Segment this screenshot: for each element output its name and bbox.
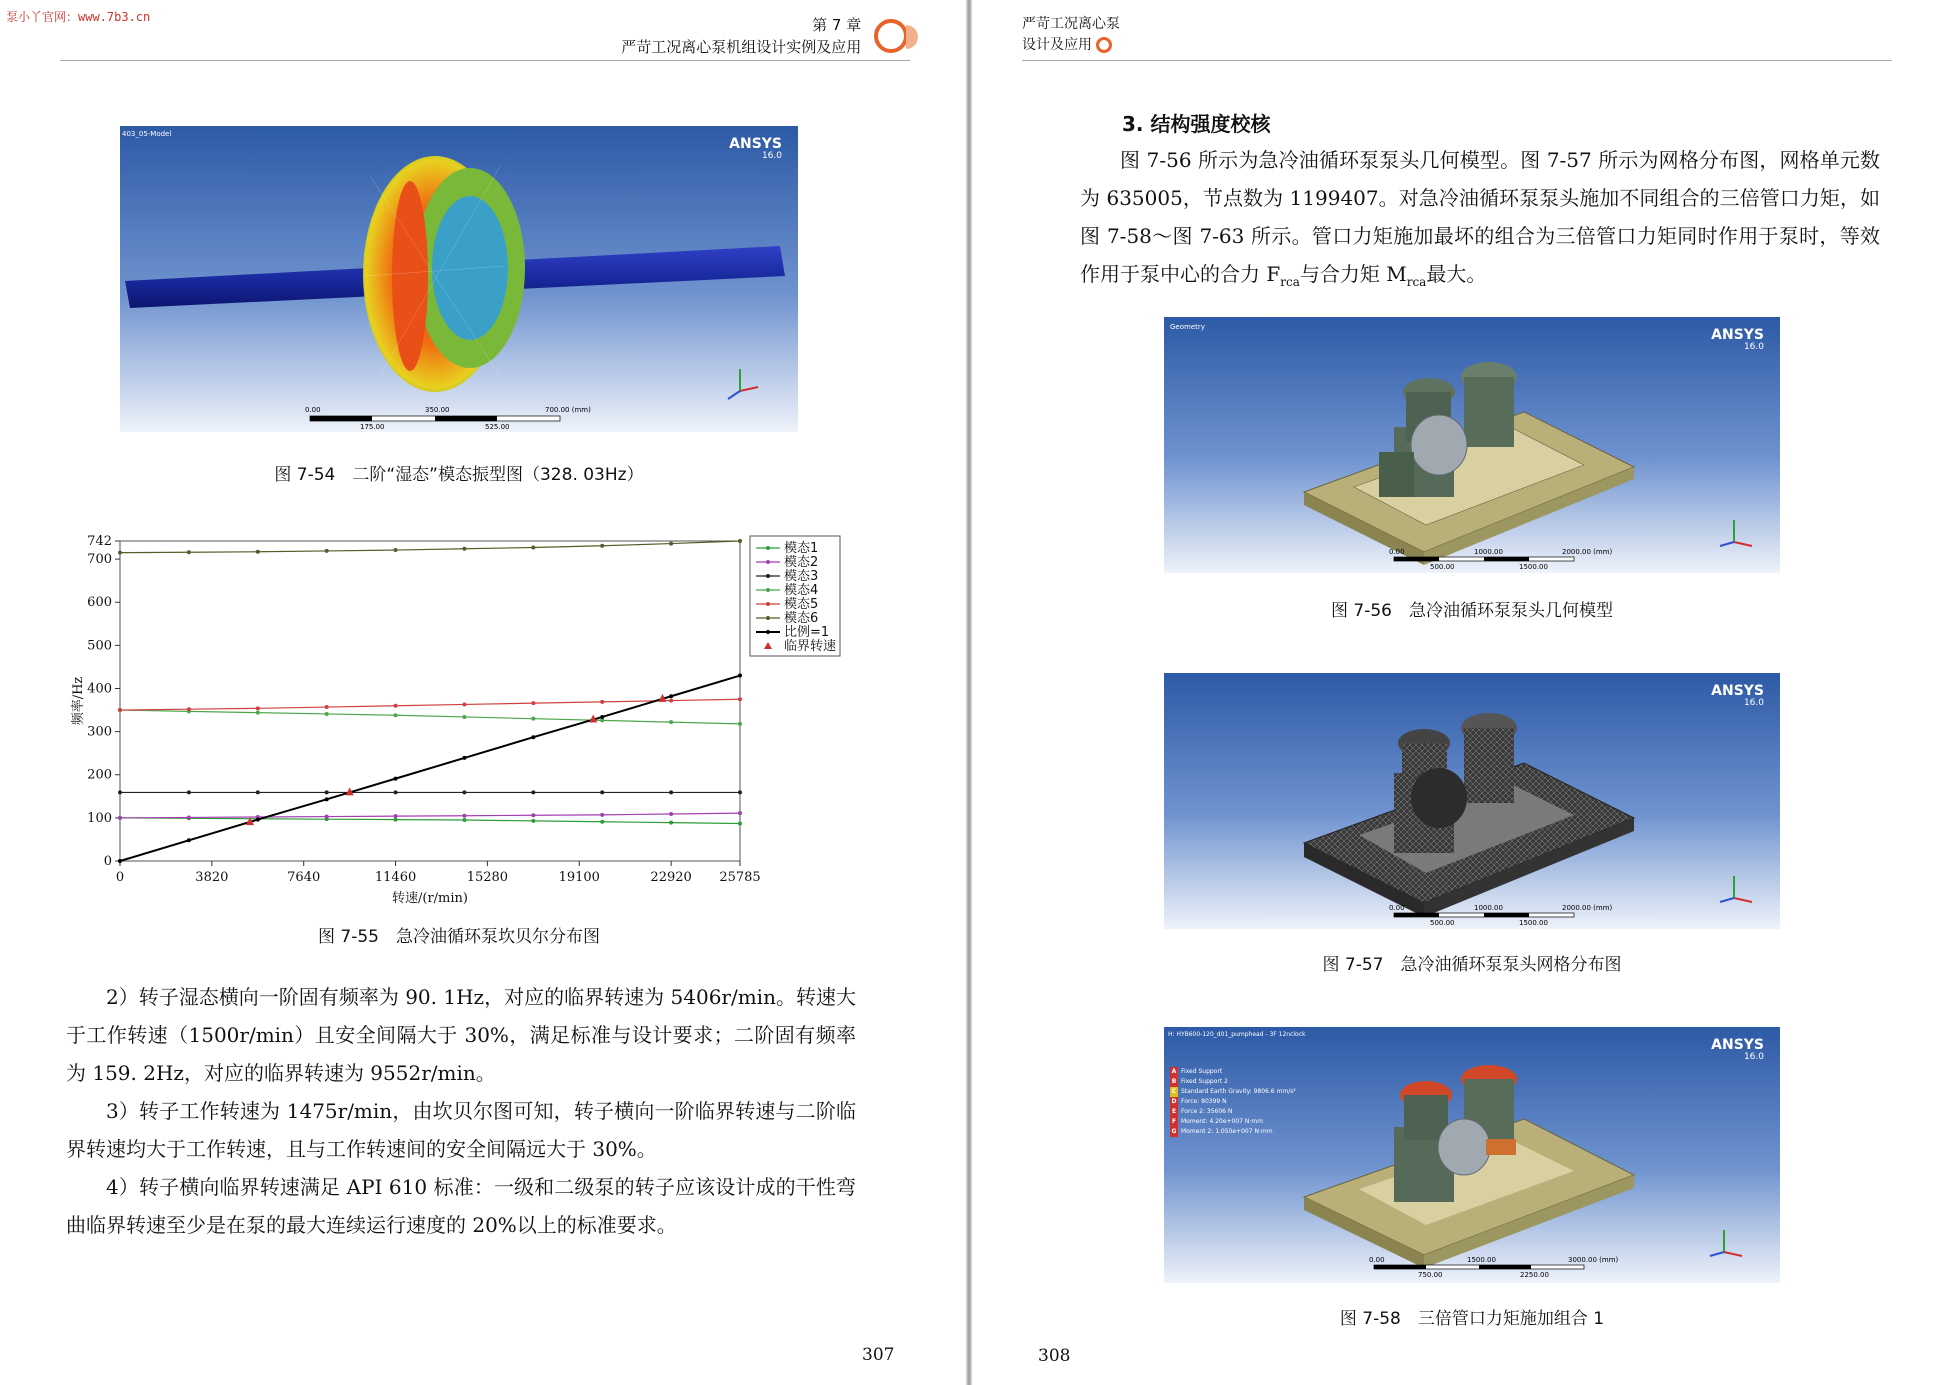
legend-marker xyxy=(766,602,770,606)
series-point xyxy=(462,715,466,719)
x-tick-label: 15280 xyxy=(466,870,509,885)
series-point xyxy=(325,797,329,801)
figure-7-57-caption: 图 7-57 急冷油循环泵泵头网格分布图 xyxy=(1322,955,1622,975)
series-point xyxy=(738,722,742,726)
series-point xyxy=(187,838,191,842)
header-rule xyxy=(1022,60,1892,61)
chapter-label: 第 7 章 xyxy=(812,16,862,34)
scale-label-0: 0.00 xyxy=(305,406,321,414)
left-page xyxy=(0,0,968,1385)
x-tick-label: 11460 xyxy=(374,870,417,885)
scale-bar-icon xyxy=(1374,1265,1584,1269)
axis-triad-icon xyxy=(1720,520,1752,546)
series-point xyxy=(738,697,742,701)
x-tick-label: 25785 xyxy=(719,870,761,885)
y-tick-label: 500 xyxy=(87,638,112,654)
x-axis-label: 转速/(r/min) xyxy=(392,891,468,906)
scale-label-4: 1500.00 xyxy=(1519,563,1548,571)
series-point xyxy=(531,717,535,721)
legend-marker xyxy=(766,574,770,578)
series-point xyxy=(325,815,329,819)
legend-label: 模态2 xyxy=(784,555,819,570)
scale-label-3: 500.00 xyxy=(1430,563,1455,571)
series-point xyxy=(118,859,122,863)
series-point xyxy=(531,701,535,705)
scale-label-0: 0.00 xyxy=(1389,548,1405,556)
series-point xyxy=(462,814,466,818)
ansys-logo: ANSYS 16.0 xyxy=(1711,683,1764,708)
left-running-header xyxy=(621,14,908,58)
legend-label: 比例=1 xyxy=(784,625,830,640)
scale-label-2: 2000.00 (mm) xyxy=(1562,904,1613,912)
series-point xyxy=(531,790,535,794)
page-number-right: 308 xyxy=(1038,1346,1071,1366)
legend-label: 模态1 xyxy=(784,541,819,556)
series-point xyxy=(531,735,535,739)
series-point xyxy=(531,545,535,549)
y-tick-label: 0 xyxy=(103,854,112,869)
series-point xyxy=(738,674,742,678)
y-tick-label: 200 xyxy=(87,767,112,783)
y-tick-label: 742 xyxy=(87,534,112,549)
series-point xyxy=(669,699,673,703)
series-point xyxy=(325,549,329,553)
x-tick-label: 3820 xyxy=(195,870,229,885)
series-point xyxy=(187,815,191,819)
pump-load-render xyxy=(1164,1027,1780,1283)
legend-marker xyxy=(766,616,770,620)
scale-bar-icon xyxy=(1394,557,1574,561)
legend-marker xyxy=(766,546,770,550)
scale-label-1: 1500.00 xyxy=(1467,1256,1496,1264)
series-point xyxy=(394,713,398,717)
series-point xyxy=(256,706,260,710)
load-letter-badge: G xyxy=(1171,1128,1177,1135)
load-letter-badge: A xyxy=(1171,1068,1177,1075)
legend-label: 模态5 xyxy=(784,597,819,612)
scale-label-2: 700.00 (mm) xyxy=(545,406,591,414)
series-point xyxy=(669,542,673,546)
book-title-line2: 设计及应用 xyxy=(1022,37,1092,53)
load-legend-label: Moment 2: 1.050e+007 N·mm xyxy=(1181,1128,1273,1135)
figure-corner-text: H: HYB600-120_d01_pumphead - 3F 12nclock xyxy=(1168,1031,1306,1038)
scale-label-3: 175.00 xyxy=(360,423,385,431)
pump-geometry-render xyxy=(1164,317,1780,573)
series-point xyxy=(531,819,535,823)
series-point xyxy=(600,544,604,548)
pump-mesh-render xyxy=(1164,673,1780,929)
scale-label-4: 1500.00 xyxy=(1519,919,1548,927)
series-point xyxy=(600,820,604,824)
axis-triad-icon xyxy=(1710,1230,1742,1256)
series-point xyxy=(669,790,673,794)
paragraph-2: 2）转子湿态横向一阶固有频率为 90. 1Hz，对应的临界转速为 5406r/min。转速大于工作转速（1500r/min）且安全间隔大于 30%，满足标准与设计要求；二阶固有频率为 159. 2Hz，对应的临界转速为 9552r/min。 xyxy=(66,985,856,1085)
ansys-logo: ANSYS 16.0 xyxy=(1711,1037,1764,1062)
series-point xyxy=(256,818,260,822)
series-point xyxy=(462,790,466,794)
figure-7-54-caption: 图 7-54 二阶“湿态”模态振型图（328. 03Hz） xyxy=(274,465,644,485)
series-point xyxy=(462,547,466,551)
x-tick-label: 19100 xyxy=(558,870,600,885)
book-title-line1: 严苛工况离心泵 xyxy=(1022,16,1120,32)
figure-corner-text: 403_05-Model xyxy=(122,130,172,138)
scale-label-2: 3000.00 (mm) xyxy=(1568,1256,1619,1264)
legend-marker xyxy=(766,630,770,634)
series-point xyxy=(462,756,466,760)
series-point xyxy=(118,790,122,794)
series-point xyxy=(531,813,535,817)
legend-marker xyxy=(766,588,770,592)
scale-label-4: 525.00 xyxy=(485,423,510,431)
figure-7-56-geometry-model xyxy=(1164,317,1780,573)
load-legend-label: Force: 80399 N xyxy=(1181,1098,1227,1105)
paragraph-3: 3）转子工作转速为 1475r/min，由坎贝尔图可知，转子横向一阶临界转速与二阶临界转速均大于工作转速，且与工作转速间的安全间隔远大于 30%。 xyxy=(66,1099,856,1161)
watermark: 泵小丫官网：www.7b3.cn xyxy=(6,10,151,24)
series-point xyxy=(669,821,673,825)
y-tick-label: 600 xyxy=(87,595,112,611)
scale-label-1: 350.00 xyxy=(425,406,450,414)
scale-label-1: 1000.00 xyxy=(1474,904,1503,912)
series-point xyxy=(600,790,604,794)
x-tick-label: 22920 xyxy=(650,870,692,885)
load-letter-badge: D xyxy=(1171,1098,1177,1105)
series-point xyxy=(187,707,191,711)
load-legend-label: Moment: 4.20e+007 N·mm xyxy=(1181,1118,1263,1125)
axis-triad-icon xyxy=(1720,876,1752,902)
series-point xyxy=(187,550,191,554)
legend-label: 模态6 xyxy=(784,611,819,626)
legend-label: 模态4 xyxy=(784,583,819,598)
chart-legend xyxy=(750,536,840,656)
series-point xyxy=(256,711,260,715)
load-legend-label: Fixed Support 2 xyxy=(1181,1078,1228,1085)
load-legend-label: Force 2: 35606 N xyxy=(1181,1108,1233,1115)
legend-label: 模态3 xyxy=(784,569,819,584)
scale-label-0: 0.00 xyxy=(1369,1256,1385,1264)
series-point xyxy=(394,814,398,818)
chapter-logo-icon xyxy=(1096,37,1112,53)
legend-label: 临界转速 xyxy=(784,639,837,654)
right-page xyxy=(972,0,1941,1385)
series-point xyxy=(325,790,329,794)
right-running-header xyxy=(1022,14,1120,56)
series-point xyxy=(738,811,742,815)
load-letter-badge: C xyxy=(1171,1088,1177,1095)
series-point xyxy=(118,708,122,712)
y-axis-label: 频率/Hz xyxy=(71,676,86,726)
scale-label-3: 750.00 xyxy=(1418,1271,1443,1279)
rotor-mode-shape-render xyxy=(120,126,798,432)
legend-marker xyxy=(766,560,770,564)
series-point xyxy=(325,712,329,716)
series-point xyxy=(738,539,742,543)
axis-triad-icon xyxy=(728,369,758,399)
load-legend-label: Standard Earth Gravity: 9806.6 mm/s² xyxy=(1181,1088,1296,1095)
section-title: 3. 结构强度校核 xyxy=(1122,112,1271,136)
series-point xyxy=(394,790,398,794)
load-legend-label: Fixed Support xyxy=(1181,1068,1223,1075)
series-point xyxy=(394,704,398,708)
series-point xyxy=(118,551,122,555)
x-tick-label: 0 xyxy=(115,870,125,885)
figure-7-54-mode-shape xyxy=(120,126,798,432)
y-tick-label: 100 xyxy=(87,810,112,826)
figure-7-58-caption: 图 7-58 三倍管口力矩施加组合 1 xyxy=(1339,1309,1605,1329)
series-point xyxy=(394,818,398,822)
left-body-text xyxy=(66,978,856,1244)
figure-7-55-caption: 图 7-55 急冷油循环泵坎贝尔分布图 xyxy=(318,927,600,947)
series-point xyxy=(738,790,742,794)
scale-bar-icon xyxy=(1394,913,1574,917)
load-letter-badge: E xyxy=(1171,1108,1177,1115)
y-tick-label: 400 xyxy=(87,681,112,697)
series-point xyxy=(462,818,466,822)
series-point xyxy=(669,694,673,698)
right-body-text xyxy=(1080,141,1880,301)
scale-label-0: 0.00 xyxy=(1389,904,1405,912)
series-point xyxy=(600,715,604,719)
series-point xyxy=(462,702,466,706)
scale-label-2: 2000.00 (mm) xyxy=(1562,548,1613,556)
header-rule xyxy=(60,60,910,61)
y-tick-label: 700 xyxy=(87,552,112,568)
series-point xyxy=(669,812,673,816)
figure-7-56-caption: 图 7-56 急冷油循环泵泵头几何模型 xyxy=(1331,601,1613,621)
series-point xyxy=(118,816,122,820)
series-point xyxy=(394,777,398,781)
scale-bar-icon xyxy=(310,416,560,421)
scale-label-3: 500.00 xyxy=(1430,919,1455,927)
figure-7-55-campbell-chart xyxy=(60,530,860,910)
ansys-logo: ANSYS 16.0 xyxy=(729,136,782,161)
series-point xyxy=(738,821,742,825)
series-point xyxy=(600,700,604,704)
series-point xyxy=(669,720,673,724)
intro-paragraph: 图 7-56 所示为急冷油循环泵泵头几何模型。图 7-57 所示为网格分布图，网格单元数为 635005，节点数为 1199407。对急冷油循环泵泵头施加不同组合的三倍管口力矩，如图 7-58～图 7-63 所示。管口力矩施加最坏的组合为三倍管口力矩同时作用于泵时，等效作用于泵中心的合力 $F_{rca}$与合力矩 $M_{rca}$最大。 xyxy=(1080,148,1880,289)
ansys-logo: ANSYS 16.0 xyxy=(1711,327,1764,352)
x-tick-label: 7640 xyxy=(287,870,321,885)
series-point xyxy=(256,550,260,554)
page-number-left: 307 xyxy=(862,1345,895,1365)
y-tick-label: 300 xyxy=(87,724,112,740)
series-point xyxy=(256,790,260,794)
figure-7-57-mesh-distribution xyxy=(1164,673,1780,929)
scale-label-1: 1000.00 xyxy=(1474,548,1503,556)
series-point xyxy=(187,790,191,794)
load-letter-badge: B xyxy=(1171,1078,1177,1085)
scale-label-4: 2250.00 xyxy=(1520,1271,1549,1279)
series-point xyxy=(600,813,604,817)
chapter-logo-icon xyxy=(874,19,908,53)
series-point xyxy=(325,705,329,709)
book-title: 严苛工况离心泵机组设计实例及应用 xyxy=(621,38,862,56)
load-letter-badge: F xyxy=(1171,1118,1177,1125)
series-point xyxy=(600,718,604,722)
series-point xyxy=(394,548,398,552)
figure-corner-text: Geometry xyxy=(1170,323,1205,331)
figure-7-58-load-combination-1 xyxy=(1164,1027,1780,1283)
paragraph-4: 4）转子横向临界转速满足 API 610 标准：一级和二级泵的转子应该设计成的干性弯曲临界转速至少是在泵的最大连续运行速度的 20%以上的标准要求。 xyxy=(66,1175,856,1237)
